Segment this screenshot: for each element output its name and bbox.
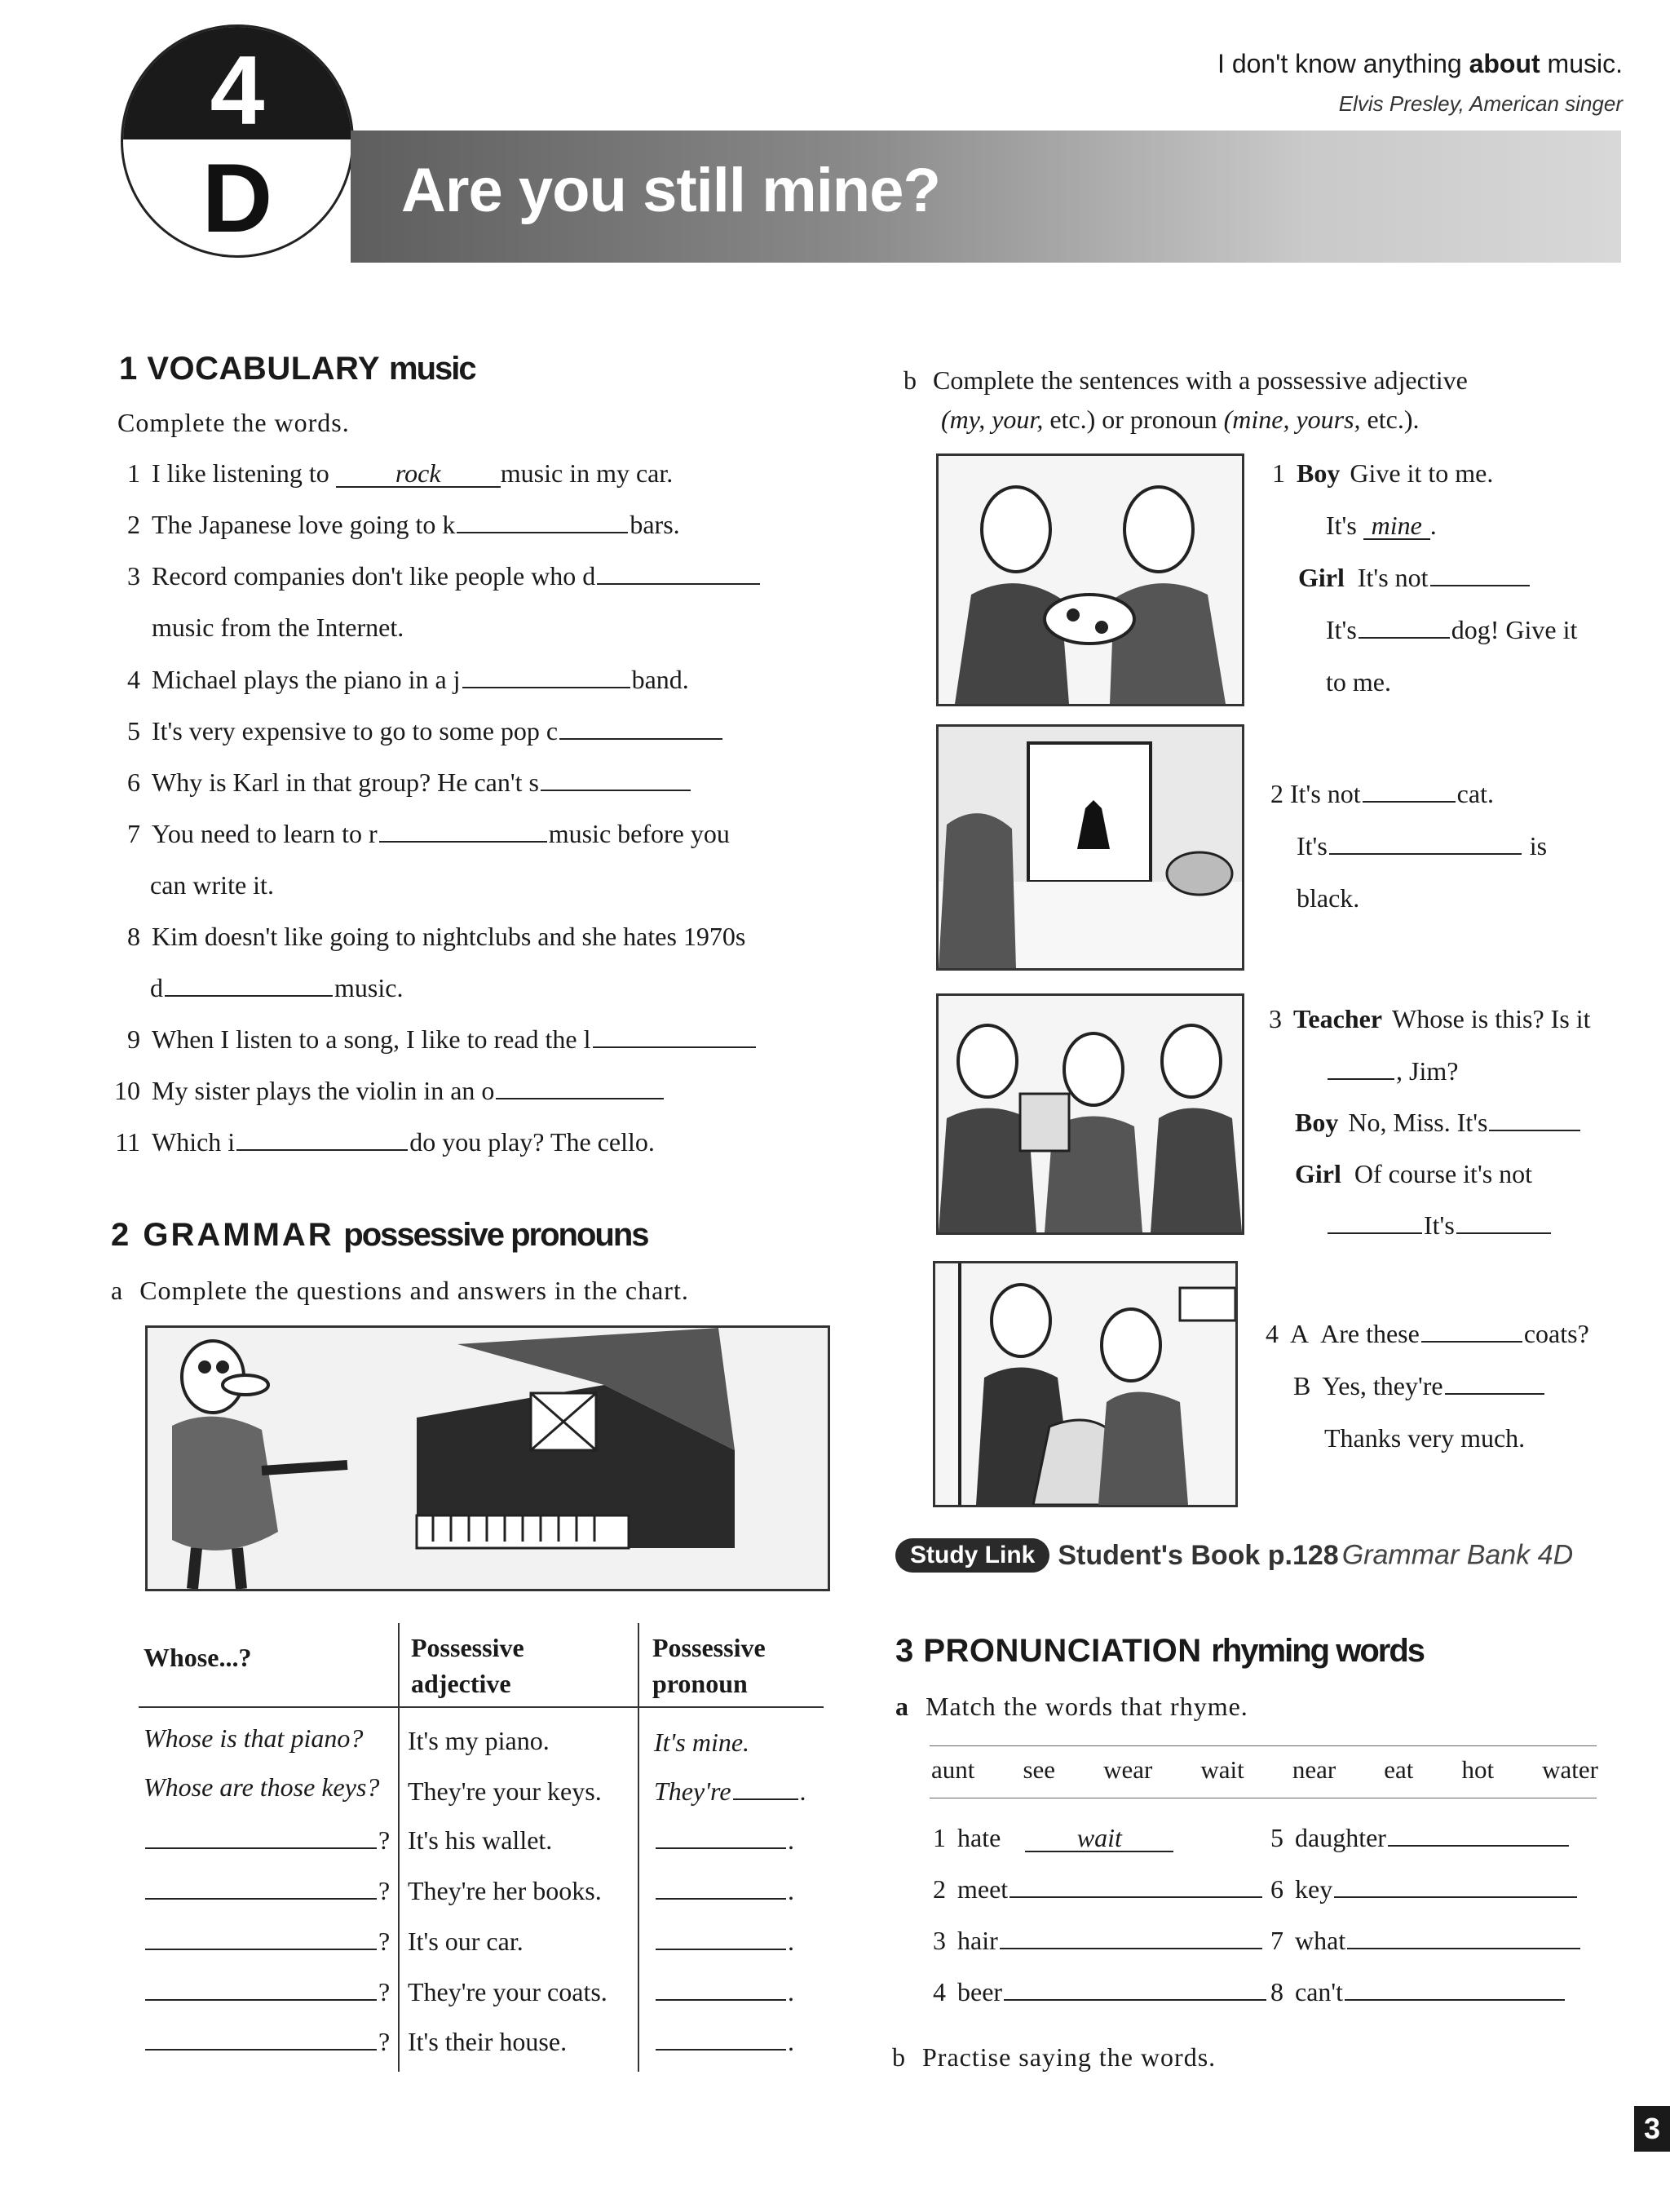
pron-blank-6[interactable] xyxy=(1334,1896,1577,1898)
dialogue-3: 3 Teacher Whose is this? Is it xyxy=(1269,1004,1591,1033)
cartoon-cat-window xyxy=(936,724,1244,971)
vocab-item-3-cont: music from the Internet. xyxy=(152,613,404,642)
cartoon-3-drawing xyxy=(939,996,1242,1232)
page-title: Are you still mine? xyxy=(401,156,940,225)
word-near: near xyxy=(1292,1755,1336,1784)
word-aunt: aunt xyxy=(931,1755,975,1784)
table-blank-7[interactable] xyxy=(656,2049,786,2051)
grammar-heading xyxy=(111,1217,648,1254)
vocab-blank-10[interactable] xyxy=(496,1098,664,1099)
rhyme-word-bank xyxy=(931,1755,1598,1785)
dialogue-1-girl-2: It's dog! Give it xyxy=(1326,615,1578,644)
vocab-item-8-cont: d music. xyxy=(150,973,404,1002)
dialogue-1-answer: It's mine . xyxy=(1326,511,1437,540)
header-quote xyxy=(1217,49,1623,79)
table-row-5-adj: It's our car. xyxy=(408,1927,524,1956)
pron-item-7: 7 what xyxy=(1270,1926,1582,1956)
grammar-heading-sub: possessive pronouns xyxy=(343,1217,648,1253)
table-row-3-q: ? xyxy=(144,1825,390,1856)
study-link-badge: Study Link xyxy=(895,1538,1049,1573)
page-number: 3 xyxy=(1644,2112,1661,2145)
vocab-blank-11[interactable] xyxy=(236,1149,408,1151)
word-box-top-rule xyxy=(930,1745,1597,1746)
dialogue-2-blank-a[interactable] xyxy=(1363,801,1456,803)
page-number-tab xyxy=(1634,2106,1670,2152)
vocab-heading-sub: music xyxy=(389,351,475,387)
table-row-1-pro: It's mine. xyxy=(654,1728,750,1757)
vocab-answer-1: rock xyxy=(336,460,501,488)
pron-item-6: 6 key xyxy=(1270,1874,1579,1905)
table-question-blank-7[interactable] xyxy=(145,2049,377,2051)
dialogue-3-blank-d[interactable] xyxy=(1456,1232,1551,1234)
pron-blank-8[interactable] xyxy=(1345,1999,1565,2001)
vocab-heading-main: 1 VOCABULARY xyxy=(119,351,380,387)
b-instruction-1: b Complete the sentences with a possessive adjective xyxy=(903,365,1468,395)
vocab-blank-3[interactable] xyxy=(597,583,760,585)
table-question-blank-5[interactable] xyxy=(145,1949,377,1950)
dialogue-3-girl-2: It's xyxy=(1326,1210,1553,1241)
pron-blank-4[interactable] xyxy=(1004,1999,1266,2001)
dialogue-1-blank-b[interactable] xyxy=(1359,637,1450,639)
table-row-6-pro: . xyxy=(654,1977,794,2007)
dialogue-2-blank-b[interactable] xyxy=(1329,853,1522,855)
dialogue-4-thanks: Thanks very much. xyxy=(1324,1423,1526,1453)
table-row-2-pro: They're . xyxy=(654,1776,806,1806)
table-divider-1 xyxy=(398,1623,400,2072)
pron-heading xyxy=(895,1633,1424,1670)
cartoon-teacher xyxy=(936,993,1244,1235)
pron-blank-5[interactable] xyxy=(1388,1845,1569,1847)
pron-blank-2[interactable] xyxy=(1010,1896,1262,1898)
word-hot: hot xyxy=(1461,1755,1495,1784)
vocab-blank-6[interactable] xyxy=(541,790,691,791)
vocab-item-7: 7 You need to learn to r music before you xyxy=(127,819,730,848)
table-blank-3[interactable] xyxy=(656,1847,786,1849)
table-row-6-q: ? xyxy=(144,1977,390,2007)
vocab-item-5: 5 It's very expensive to go to some pop c xyxy=(104,716,724,746)
table-row-2-q: Whose are those keys? xyxy=(144,1772,380,1802)
vocab-blank-9[interactable] xyxy=(593,1046,756,1048)
quote-bold: about xyxy=(1469,49,1540,78)
dialogue-3-boy: Boy No, Miss. It's xyxy=(1295,1108,1582,1138)
pron-item-3: 3 hair xyxy=(933,1926,1264,1956)
pron-item-4: 4 beer xyxy=(933,1977,1268,2007)
dialogue-4-blank-b[interactable] xyxy=(1445,1393,1544,1395)
table-row-1-adj: It's my piano. xyxy=(408,1726,550,1755)
grammar-heading-main: 2 GRAMMAR xyxy=(111,1217,334,1253)
study-link[interactable] xyxy=(895,1538,1573,1573)
dialogue-4-b: B Yes, they're xyxy=(1293,1371,1546,1401)
cartoon-coats xyxy=(933,1261,1238,1507)
vocab-item-8: 8 Kim doesn't like going to nightclubs and she hates 1970s xyxy=(127,922,746,951)
study-link-grammar-bank: Grammar Bank 4D xyxy=(1341,1539,1574,1571)
table-blank-5[interactable] xyxy=(656,1949,786,1950)
unit-badge xyxy=(121,24,354,258)
unit-number: 4 xyxy=(210,36,265,145)
table-question-blank-4[interactable] xyxy=(145,1898,377,1900)
cartoon-4-drawing xyxy=(935,1263,1235,1505)
pron-item-8: 8 can't xyxy=(1270,1977,1566,2007)
vocab-blank-2[interactable] xyxy=(457,532,628,533)
pron-item-1: 1 hate wait xyxy=(933,1823,1173,1853)
table-header-pronoun: Possessive pronoun xyxy=(652,1633,766,1698)
study-link-text: Student's Book p.128 xyxy=(1058,1539,1339,1571)
quote-end: music. xyxy=(1540,49,1623,78)
table-row-1-q: Whose is that piano? xyxy=(144,1723,364,1753)
pron-heading-main: 3 PRONUNCIATION xyxy=(895,1633,1202,1669)
table-row-6-adj: They're your coats. xyxy=(408,1977,607,2006)
pron-heading-sub: rhyming words xyxy=(1211,1633,1424,1669)
piano-illustration xyxy=(145,1325,830,1591)
table-row-4-pro: . xyxy=(654,1876,794,1906)
pron-blank-3[interactable] xyxy=(1000,1948,1262,1949)
vocab-item-9: 9 When I listen to a song, I like to read the l xyxy=(104,1024,758,1055)
vocab-item-7-cont: can write it. xyxy=(150,870,274,900)
table-divider-2 xyxy=(638,1623,639,2072)
dialogue-2: 2 It's not cat. xyxy=(1270,779,1494,808)
pron-item-5: 5 daughter xyxy=(1270,1823,1571,1853)
dialogue-4-blank-a[interactable] xyxy=(1421,1341,1522,1343)
table-row-5-q: ? xyxy=(144,1927,390,1957)
word-water: water xyxy=(1542,1755,1598,1784)
piano-drawing xyxy=(148,1328,828,1589)
table-blank-2[interactable] xyxy=(733,1798,798,1800)
word-eat: eat xyxy=(1384,1755,1414,1784)
vocab-blank-5[interactable] xyxy=(559,738,722,740)
quote-text: I don't know anything xyxy=(1217,49,1469,78)
dialogue-2-line-3: black. xyxy=(1297,883,1360,913)
b-instruction-2: (my, your, etc.) or pronoun (mine, yours, etc.). xyxy=(941,405,1420,434)
table-row-5-pro: . xyxy=(654,1927,794,1957)
pron-b-instruction: b Practise saying the words. xyxy=(892,2042,1217,2072)
table-row-7-pro: . xyxy=(654,2027,794,2057)
vocab-heading xyxy=(119,351,475,387)
vocab-item-10: 10 My sister plays the violin in an o xyxy=(104,1076,665,1106)
dialogue-3-line-2: , Jim? xyxy=(1326,1056,1458,1086)
table-row-3-pro: . xyxy=(654,1825,794,1856)
dialogue-3-blank-a[interactable] xyxy=(1328,1078,1394,1080)
table-row-7-adj: It's their house. xyxy=(408,2027,568,2056)
dialogue-1-girl: Girl It's not xyxy=(1298,563,1531,593)
table-question-blank-6[interactable] xyxy=(145,1999,377,2001)
dialogue-3-blank-c[interactable] xyxy=(1328,1232,1422,1234)
grammar-table xyxy=(139,1623,824,2072)
cartoon-2-drawing xyxy=(939,727,1242,968)
table-row-7-q: ? xyxy=(144,2027,390,2057)
word-see: see xyxy=(1023,1755,1056,1784)
table-question-blank-3[interactable] xyxy=(145,1847,377,1849)
dialogue-3-blank-b[interactable] xyxy=(1489,1130,1580,1131)
word-wear: wear xyxy=(1103,1755,1153,1784)
vocab-item-11: 11 Which i do you play? The cello. xyxy=(115,1127,655,1157)
table-row-4-q: ? xyxy=(144,1876,390,1906)
table-header-rule xyxy=(139,1706,824,1708)
vocab-blank-4[interactable] xyxy=(462,687,630,688)
grammar-a-instruction: a Complete the questions and answers in the chart. xyxy=(111,1276,689,1305)
pron-item-2: 2 meet xyxy=(933,1874,1264,1905)
table-row-3-adj: It's his wallet. xyxy=(408,1825,553,1855)
table-header-whose: Whose...? xyxy=(144,1643,252,1672)
quote-attribution: Elvis Presley, American singer xyxy=(1338,91,1623,116)
table-row-4-adj: They're her books. xyxy=(408,1876,602,1905)
vocab-item-1: 1 I like listening to rock music in my car. xyxy=(127,458,674,488)
vocab-item-6: 6 Why is Karl in that group? He can't s xyxy=(104,768,692,798)
dialogue-1: 1 Boy Give it to me. xyxy=(1272,458,1494,488)
pron-answer-1: wait xyxy=(1025,1825,1173,1852)
cartoon-1-drawing xyxy=(939,456,1242,704)
vocab-blank-7[interactable] xyxy=(379,841,547,843)
vocab-blank-8[interactable] xyxy=(165,995,333,997)
unit-letter: D xyxy=(201,144,273,253)
dialogue-4: 4 A Are these coats? xyxy=(1266,1319,1589,1348)
table-header-adjective: Possessive adjective xyxy=(411,1633,524,1698)
vocab-item-2: 2 The Japanese love going to k bars. xyxy=(127,510,680,539)
dialogue-3-girl: Girl Of course it's not xyxy=(1295,1159,1533,1188)
vocab-item-3: 3 Record companies don't like people who d xyxy=(104,561,762,591)
dialogue-1-blank-a[interactable] xyxy=(1430,585,1530,586)
cartoon-dog-dispute xyxy=(936,453,1244,706)
dialogue-2-line-2: It's is xyxy=(1297,831,1548,860)
table-blank-6[interactable] xyxy=(656,1999,786,2001)
pron-blank-7[interactable] xyxy=(1347,1948,1580,1949)
pron-a-instruction: a Match the words that rhyme. xyxy=(895,1692,1248,1721)
table-blank-4[interactable] xyxy=(656,1898,786,1900)
word-wait: wait xyxy=(1200,1755,1244,1784)
dialogue-1-girl-3: to me. xyxy=(1326,667,1391,697)
table-row-2-adj: They're your keys. xyxy=(408,1776,602,1806)
dialogue-1-answer-mine: mine xyxy=(1363,512,1430,540)
vocab-instruction: Complete the words. xyxy=(117,408,350,437)
vocab-item-4: 4 Michael plays the piano in a j band. xyxy=(127,665,689,694)
